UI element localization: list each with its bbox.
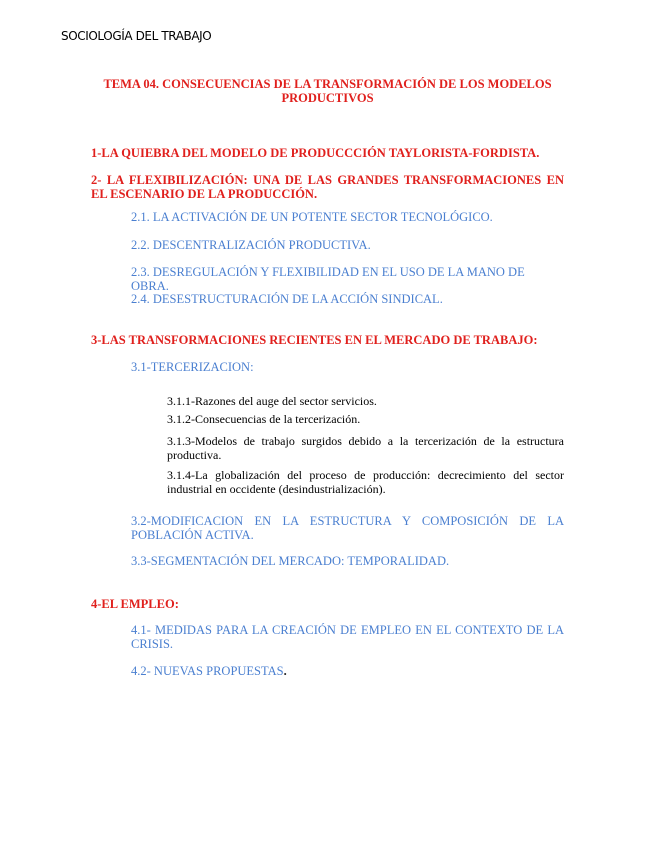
section-4-2-heading — [131, 664, 564, 678]
document-header: SOCIOLOGÍA DEL TRABAJO — [61, 29, 212, 43]
document-title: TEMA 04. CONSECUENCIAS DE LA TRANSFORMACIÓN DE LOS MODELOS PRODUCTIVOS — [103, 77, 552, 105]
section-2-2-heading: 2.2. DESCENTRALIZACIÓN PRODUCTIVA. — [131, 238, 371, 252]
section-3-1-3-item: 3.1.3-Modelos de trabajo surgidos debido a la tercerización de la estructura productiva. — [167, 434, 564, 462]
section-3-heading: 3-LAS TRANSFORMACIONES RECIENTES EN EL MERCADO DE TRABAJO: — [91, 333, 538, 347]
section-2-4-heading: 2.4. DESESTRUCTURACIÓN DE LA ACCIÓN SINDICAL. — [131, 292, 443, 306]
section-1-heading: 1-LA QUIEBRA DEL MODELO DE PRODUCCCIÓN TAYLORISTA-FORDISTA. — [91, 146, 540, 160]
section-4-heading: 4-EL EMPLEO: — [91, 597, 179, 611]
section-3-1-4-item: 3.1.4-La globalización del proceso de producción: decrecimiento del sector industrial en occidente (desindustrialización). — [167, 468, 564, 496]
section-3-1-2-item: 3.1.2-Consecuencias de la tercerización. — [167, 412, 361, 426]
section-2-1-heading: 2.1. LA ACTIVACIÓN DE UN POTENTE SECTOR TECNOLÓGICO. — [131, 210, 493, 224]
section-3-3-heading: 3.3-SEGMENTACIÓN DEL MERCADO: TEMPORALIDAD. — [131, 554, 450, 568]
section-2-3-heading: 2.3. DESREGULACIÓN Y FLEXIBILIDAD EN EL USO DE LA MANO DE OBRA. — [131, 265, 525, 293]
section-4-1-heading: 4.1- MEDIDAS PARA LA CREACIÓN DE EMPLEO EN EL CONTEXTO DE LA CRISIS. — [131, 623, 564, 651]
section-4-2-label: 4.2- NUEVAS PROPUESTAS — [131, 664, 284, 678]
section-3-2-heading: 3.2-MODIFICACION EN LA ESTRUCTURA Y COMPOSICIÓN DE LA POBLACIÓN ACTIVA. — [131, 514, 564, 542]
section-3-1-heading: 3.1-TERCERIZACION: — [131, 360, 254, 374]
section-3-1-1-item: 3.1.1-Razones del auge del sector servicios. — [167, 394, 377, 408]
section-2-heading: 2- LA FLEXIBILIZACIÓN: UNA DE LAS GRANDES TRANSFORMACIONES EN EL ESCENARIO DE LA PRODUCCIÓN. — [91, 173, 564, 201]
section-4-2-period: . — [283, 664, 287, 678]
